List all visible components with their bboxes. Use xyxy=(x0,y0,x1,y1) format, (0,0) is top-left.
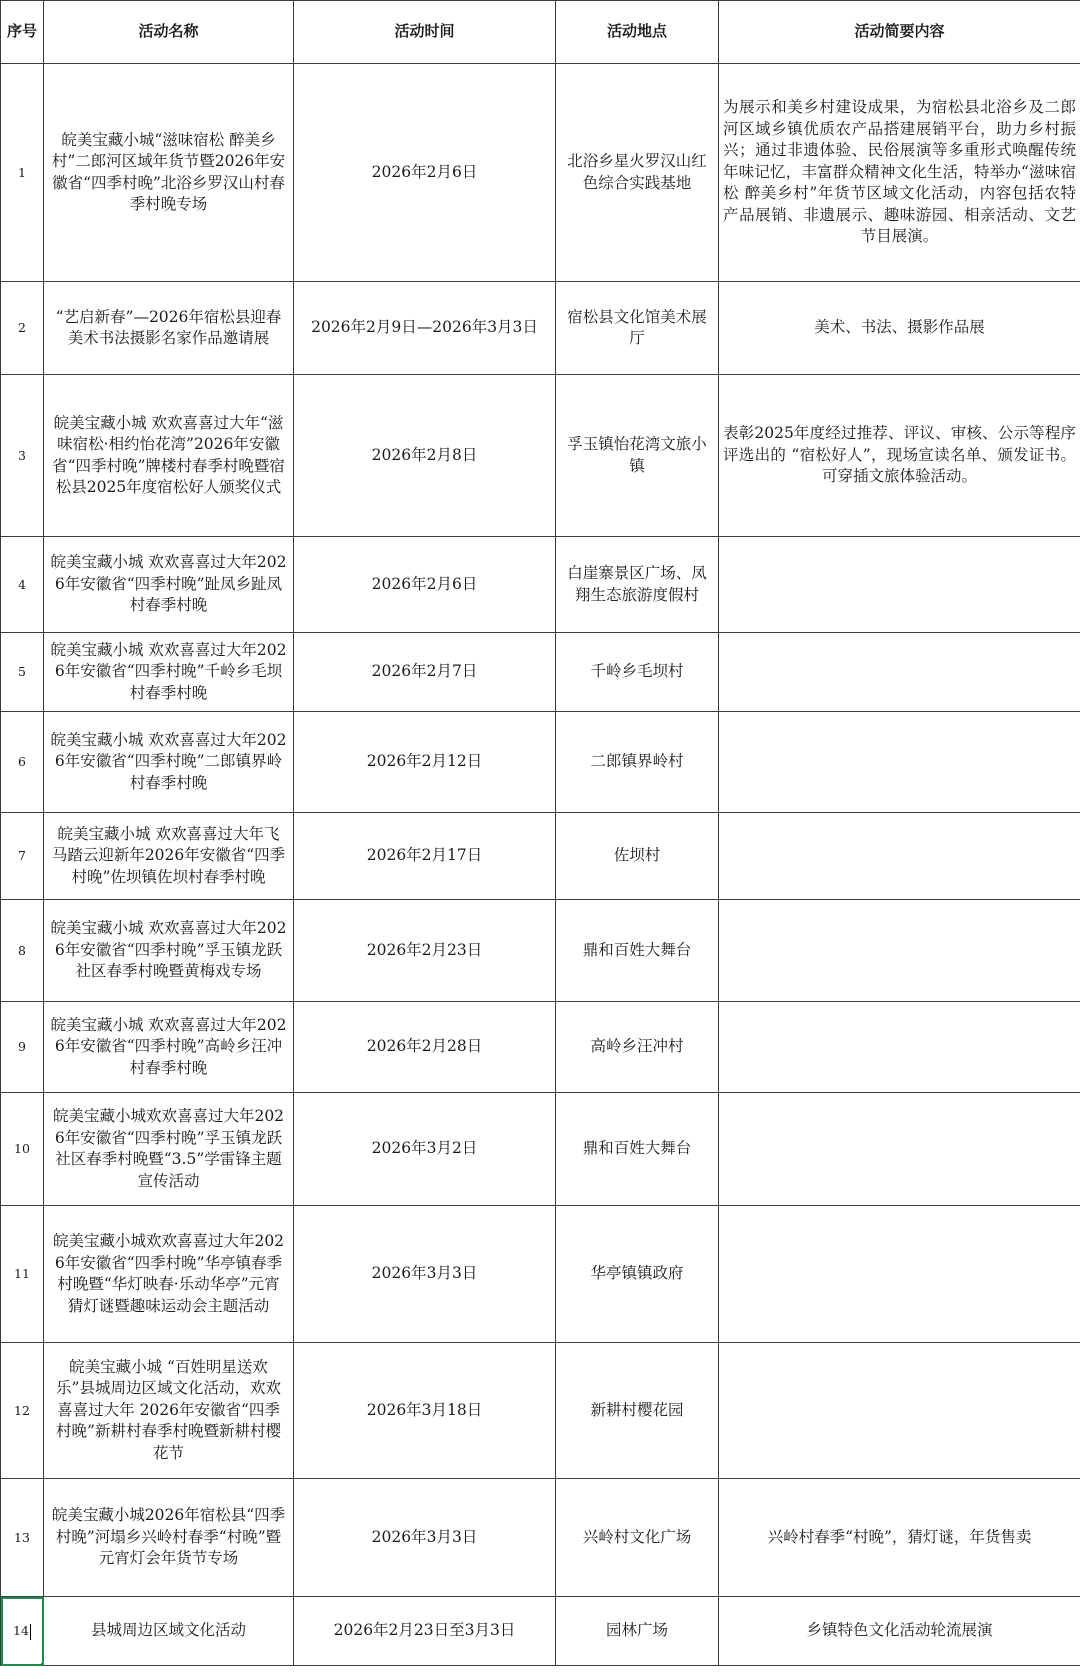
cell-place[interactable]: 鼎和百姓大舞台 xyxy=(556,1093,719,1206)
table-row xyxy=(1,1002,1080,1093)
cell-seq[interactable]: 11 xyxy=(1,1206,44,1343)
cell-seq-text: 14 xyxy=(13,1623,29,1639)
cell-content[interactable] xyxy=(719,1343,1080,1479)
cell-name[interactable]: 皖美宝藏小城 欢欢喜喜过大年2026年安徽省“四季村晚”趾凤乡趾凤村春季村晚 xyxy=(44,537,294,633)
table-row xyxy=(1,1093,1080,1206)
cell-place[interactable]: 佐坝村 xyxy=(556,813,719,900)
cell-place[interactable]: 白崖寨景区广场、凤翔生态旅游度假村 xyxy=(556,537,719,633)
header-row xyxy=(1,1,1080,64)
table-row xyxy=(1,813,1080,900)
table-row xyxy=(1,64,1080,282)
cell-content[interactable]: 乡镇特色文化活动轮流展演 xyxy=(719,1597,1080,1666)
cell-seq[interactable]: 7 xyxy=(1,813,44,900)
cell-content[interactable] xyxy=(719,537,1080,633)
cell-content[interactable] xyxy=(719,1002,1080,1093)
cell-name[interactable]: 皖美宝藏小城 欢欢喜喜过大年飞马踏云迎新年2026年安徽省“四季村晚”佐坝镇佐坝村春季村晚 xyxy=(44,813,294,900)
cell-name[interactable]: 皖美宝藏小城 欢欢喜喜过大年2026年安徽省“四季村晚”千岭乡毛坝村春季村晚 xyxy=(44,633,294,712)
cell-name[interactable]: 皖美宝藏小城“滋味宿松 醉美乡村”二郎河区域年货节暨2026年安徽省“四季村晚”北浴乡罗汉山村春季村晚专场 xyxy=(44,64,294,282)
cell-time[interactable]: 2026年2月23日 xyxy=(294,900,556,1002)
cell-place[interactable]: 新耕村樱花园 xyxy=(556,1343,719,1479)
cell-name[interactable]: 皖美宝藏小城 欢欢喜喜过大年2026年安徽省“四季村晚”孚玉镇龙跃社区春季村晚暨黄梅戏专场 xyxy=(44,900,294,1002)
cell-place[interactable]: 鼎和百姓大舞台 xyxy=(556,900,719,1002)
cell-content[interactable]: 兴岭村春季“村晚”，猜灯谜，年货售卖 xyxy=(719,1479,1080,1597)
cell-seq[interactable]: 2 xyxy=(1,282,44,375)
table-row xyxy=(1,712,1080,813)
table-row xyxy=(1,375,1080,537)
header-seq[interactable]: 序号 xyxy=(1,1,44,64)
cell-seq[interactable]: 12 xyxy=(1,1343,44,1479)
cell-name[interactable]: “艺启新春”—2026年宿松县迎春美术书法摄影名家作品邀请展 xyxy=(44,282,294,375)
cell-seq[interactable]: 1 xyxy=(1,64,44,282)
cell-place[interactable]: 兴岭村文化广场 xyxy=(556,1479,719,1597)
cell-seq[interactable]: 10 xyxy=(1,1093,44,1206)
cell-time[interactable]: 2026年2月23日至3月3日 xyxy=(294,1597,556,1666)
cell-content[interactable] xyxy=(719,900,1080,1002)
cell-content[interactable]: 美术、书法、摄影作品展 xyxy=(719,282,1080,375)
table-row xyxy=(1,1343,1080,1479)
table-row xyxy=(1,282,1080,375)
table-row xyxy=(1,900,1080,1002)
text-caret xyxy=(30,1624,31,1640)
cell-name[interactable]: 皖美宝藏小城 欢欢喜喜过大年2026年安徽省“四季村晚”高岭乡汪冲村春季村晚 xyxy=(44,1002,294,1093)
cell-content[interactable] xyxy=(719,1093,1080,1206)
header-content[interactable]: 活动简要内容 xyxy=(719,1,1080,64)
cell-place[interactable]: 华亭镇镇政府 xyxy=(556,1206,719,1343)
cell-place[interactable]: 园林广场 xyxy=(556,1597,719,1666)
cell-place[interactable]: 高岭乡汪冲村 xyxy=(556,1002,719,1093)
cell-seq[interactable]: 13 xyxy=(1,1479,44,1597)
cell-seq[interactable]: 6 xyxy=(1,712,44,813)
cell-time[interactable]: 2026年2月17日 xyxy=(294,813,556,900)
cell-seq[interactable]: 5 xyxy=(1,633,44,712)
cell-name[interactable]: 皖美宝藏小城欢欢喜喜过大年2026年安徽省“四季村晚”华亭镇春季村晚暨“华灯映春·乐动华亭”元宵猜灯谜暨趣味运动会主题活动 xyxy=(44,1206,294,1343)
cell-time[interactable]: 2026年3月2日 xyxy=(294,1093,556,1206)
cell-name[interactable]: 皖美宝藏小城 欢欢喜喜过大年“滋味宿松·相约怡花湾”2026年安徽省“四季村晚”牌楼村春季村晚暨宿松县2025年度宿松好人颁奖仪式 xyxy=(44,375,294,537)
cell-name[interactable]: 皖美宝藏小城2026年宿松县“四季村晚”河塌乡兴岭村春季“村晚”暨元宵灯会年货节专场 xyxy=(44,1479,294,1597)
cell-seq[interactable]: 4 xyxy=(1,537,44,633)
cell-content[interactable] xyxy=(719,813,1080,900)
cell-time[interactable]: 2026年2月8日 xyxy=(294,375,556,537)
cell-content[interactable] xyxy=(719,633,1080,712)
cell-time[interactable]: 2026年3月3日 xyxy=(294,1206,556,1343)
cell-name[interactable]: 县城周边区域文化活动 xyxy=(44,1597,294,1666)
table-row xyxy=(1,633,1080,712)
header-time[interactable]: 活动时间 xyxy=(294,1,556,64)
cell-place[interactable]: 宿松县文化馆美术展厅 xyxy=(556,282,719,375)
cell-time[interactable]: 2026年2月9日—2026年3月3日 xyxy=(294,282,556,375)
table-row xyxy=(1,537,1080,633)
cell-name[interactable]: 皖美宝藏小城欢欢喜喜过大年2026年安徽省“四季村晚”孚玉镇龙跃社区春季村晚暨“3.5”学雷锋主题宣传活动 xyxy=(44,1093,294,1206)
cell-content[interactable] xyxy=(719,1206,1080,1343)
cell-time[interactable]: 2026年2月6日 xyxy=(294,537,556,633)
cell-place[interactable]: 二郎镇界岭村 xyxy=(556,712,719,813)
cell-place[interactable]: 孚玉镇怡花湾文旅小镇 xyxy=(556,375,719,537)
fill-handle[interactable] xyxy=(41,1663,44,1666)
header-name[interactable]: 活动名称 xyxy=(44,1,294,64)
cell-seq[interactable]: 9 xyxy=(1,1002,44,1093)
cell-time[interactable]: 2026年3月18日 xyxy=(294,1343,556,1479)
table-row xyxy=(1,1206,1080,1343)
cell-time[interactable]: 2026年2月12日 xyxy=(294,712,556,813)
cell-seq-selected[interactable] xyxy=(1,1597,44,1666)
cell-name[interactable]: 皖美宝藏小城 “百姓明星送欢乐”县城周边区域文化活动，欢欢喜喜过大年 2026年安徽省“四季村晚”新耕村春季村晚暨新耕村樱花节 xyxy=(44,1343,294,1479)
cell-content[interactable]: 表彰2025年度经过推荐、评议、审核、公示等程序评选出的 “宿松好人”，现场宣读名单、颁发证书。可穿插文旅体验活动。 xyxy=(719,375,1080,537)
table-row xyxy=(1,1479,1080,1597)
cell-time[interactable]: 2026年2月6日 xyxy=(294,64,556,282)
cell-seq[interactable]: 3 xyxy=(1,375,44,537)
cell-content[interactable] xyxy=(719,712,1080,813)
cell-place[interactable]: 千岭乡毛坝村 xyxy=(556,633,719,712)
cell-seq[interactable]: 8 xyxy=(1,900,44,1002)
cell-content[interactable]: 为展示和美乡村建设成果，为宿松县北浴乡及二郎河区域乡镇优质农产品搭建展销平台，助力乡村振兴；通过非遗体验、民俗展演等多重形式唤醒传统年味记忆，丰富群众精神文化生活，特举办“滋味宿松 醉美乡村”年货节区域文化活动，内容包括农特产品展销、非遗展示、趣味游园、相亲活动、文艺节目展演。 xyxy=(719,64,1080,282)
cell-time[interactable]: 2026年3月3日 xyxy=(294,1479,556,1597)
header-place[interactable]: 活动地点 xyxy=(556,1,719,64)
cell-name[interactable]: 皖美宝藏小城 欢欢喜喜过大年2026年安徽省“四季村晚”二郎镇界岭村春季村晚 xyxy=(44,712,294,813)
table-row xyxy=(1,1597,1080,1666)
cell-time[interactable]: 2026年2月28日 xyxy=(294,1002,556,1093)
cell-time[interactable]: 2026年2月7日 xyxy=(294,633,556,712)
cell-place[interactable]: 北浴乡星火罗汉山红色综合实践基地 xyxy=(556,64,719,282)
